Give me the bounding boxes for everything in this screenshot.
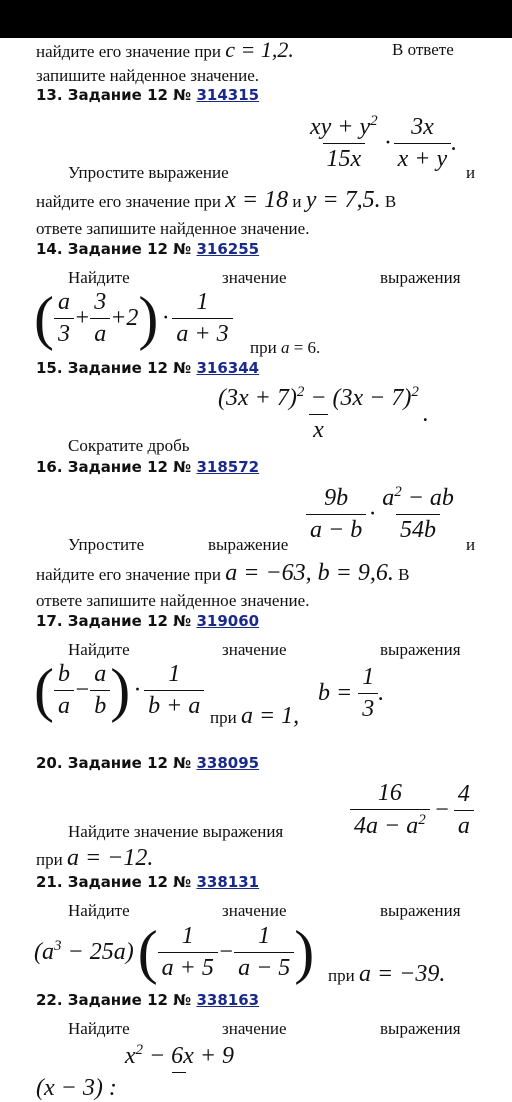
task-22-expression: (x − 3) : $x^2 - 6x + 9$ <box>36 1042 235 1101</box>
intro-line-2: запишите найденное значение. <box>36 66 260 85</box>
task-13-line-3: ответе запишите найденное значение. <box>36 219 310 238</box>
task-21-condition: при a = −39. <box>328 961 446 987</box>
task-16-line-2: найдите его значение при a = −63, b = 9,6. В <box>36 560 410 586</box>
task-20-link[interactable]: 338095 <box>196 754 260 772</box>
task-15-expression: $\frac{(3x + 7)^2 - (3x - 7)^2}{x}$ . <box>218 384 429 443</box>
task-21-link[interactable]: 338131 <box>196 873 260 891</box>
task-17-condition: при a = 1, <box>210 703 300 729</box>
task-20-expression: $\frac{16}{4a - a^2}$ − $\frac{4}{a}$ <box>350 780 474 840</box>
task-14-word-3: выражения <box>380 268 461 287</box>
task-14-header: 14. Задание 12 № 316255 <box>36 240 260 258</box>
task-16-word-2: выражение <box>208 535 289 554</box>
task-17-condition-b: b = $\frac{1}{3}$ . <box>318 664 385 722</box>
task-15-link[interactable]: 316344 <box>196 359 260 377</box>
task-21-word-3: выражения <box>380 901 461 920</box>
task-17-link[interactable]: 319060 <box>196 612 260 630</box>
intro-in-answer: В ответе <box>392 40 454 59</box>
task-17-word-2: значение <box>222 640 287 659</box>
task-16-line-3: ответе запишите найденное значение. <box>36 591 310 610</box>
task-13-link[interactable]: 314315 <box>196 86 260 104</box>
task-20-header: 20. Задание 12 № 338095 <box>36 754 260 772</box>
task-14-expression: ( $\frac{a}{3}$ + $\frac{3}{a}$ +2 ) · $\frac{1}{a + 3}$ <box>34 288 233 348</box>
task-16-expression: $\frac{9b}{a - b}$ · $\frac{a^2 - ab}{54b}$ <box>306 484 458 544</box>
task-22-word-2: значение <box>222 1019 287 1038</box>
task-22-header: 22. Задание 12 № 338163 <box>36 991 260 1009</box>
top-status-bar <box>0 0 512 38</box>
task-20-condition: при a = −12. <box>36 845 154 871</box>
task-13-and: и <box>466 163 476 182</box>
task-14-condition: при a = 6. <box>250 338 321 357</box>
task-21-expression: $(a^3 - 25a)$ ( $\frac{1}{a + 5}$ − $\frac{1}{a - 5}$ ) <box>34 919 315 985</box>
task-13-lead: Упростите выражение <box>68 163 229 182</box>
task-14-word-1: Найдите <box>68 268 130 287</box>
task-16-header: 16. Задание 12 № 318572 <box>36 458 260 476</box>
task-16-lead: Упростите <box>68 535 145 554</box>
task-17-expression: ( $\frac{b}{a}$ − $\frac{a}{b}$ ) · $\frac{1}{b + a}$ <box>34 660 204 720</box>
task-22-word-1: Найдите <box>68 1019 130 1038</box>
task-17-word-3: выражения <box>380 640 461 659</box>
task-22-link[interactable]: 338163 <box>196 991 260 1009</box>
task-22-word-3: выражения <box>380 1019 461 1038</box>
task-13-expression: $\frac{xy + y^2}{15x}$ · $\frac{3x}{x + y}$ . <box>310 113 458 172</box>
task-14-word-2: значение <box>222 268 287 287</box>
task-21-word-2: значение <box>222 901 287 920</box>
task-17-header: 17. Задание 12 № 319060 <box>36 612 260 630</box>
intro-line-1: найдите его значение при c = 1,2. <box>36 37 294 62</box>
task-20-lead: Найдите значение выражения <box>68 822 284 841</box>
task-21-word-1: Найдите <box>68 901 130 920</box>
task-13-header: 13. Задание 12 № 314315 <box>36 86 260 104</box>
task-13-line-2: найдите его значение при x = 18 и y = 7,5. В <box>36 187 397 213</box>
task-15-header: 15. Задание 12 № 316344 <box>36 359 260 377</box>
task-21-header: 21. Задание 12 № 338131 <box>36 873 260 891</box>
task-14-link[interactable]: 316255 <box>196 240 260 258</box>
task-16-and: и <box>466 535 476 554</box>
task-16-link[interactable]: 318572 <box>196 458 260 476</box>
task-15-lead: Сократите дробь <box>68 436 190 455</box>
task-17-word-1: Найдите <box>68 640 130 659</box>
